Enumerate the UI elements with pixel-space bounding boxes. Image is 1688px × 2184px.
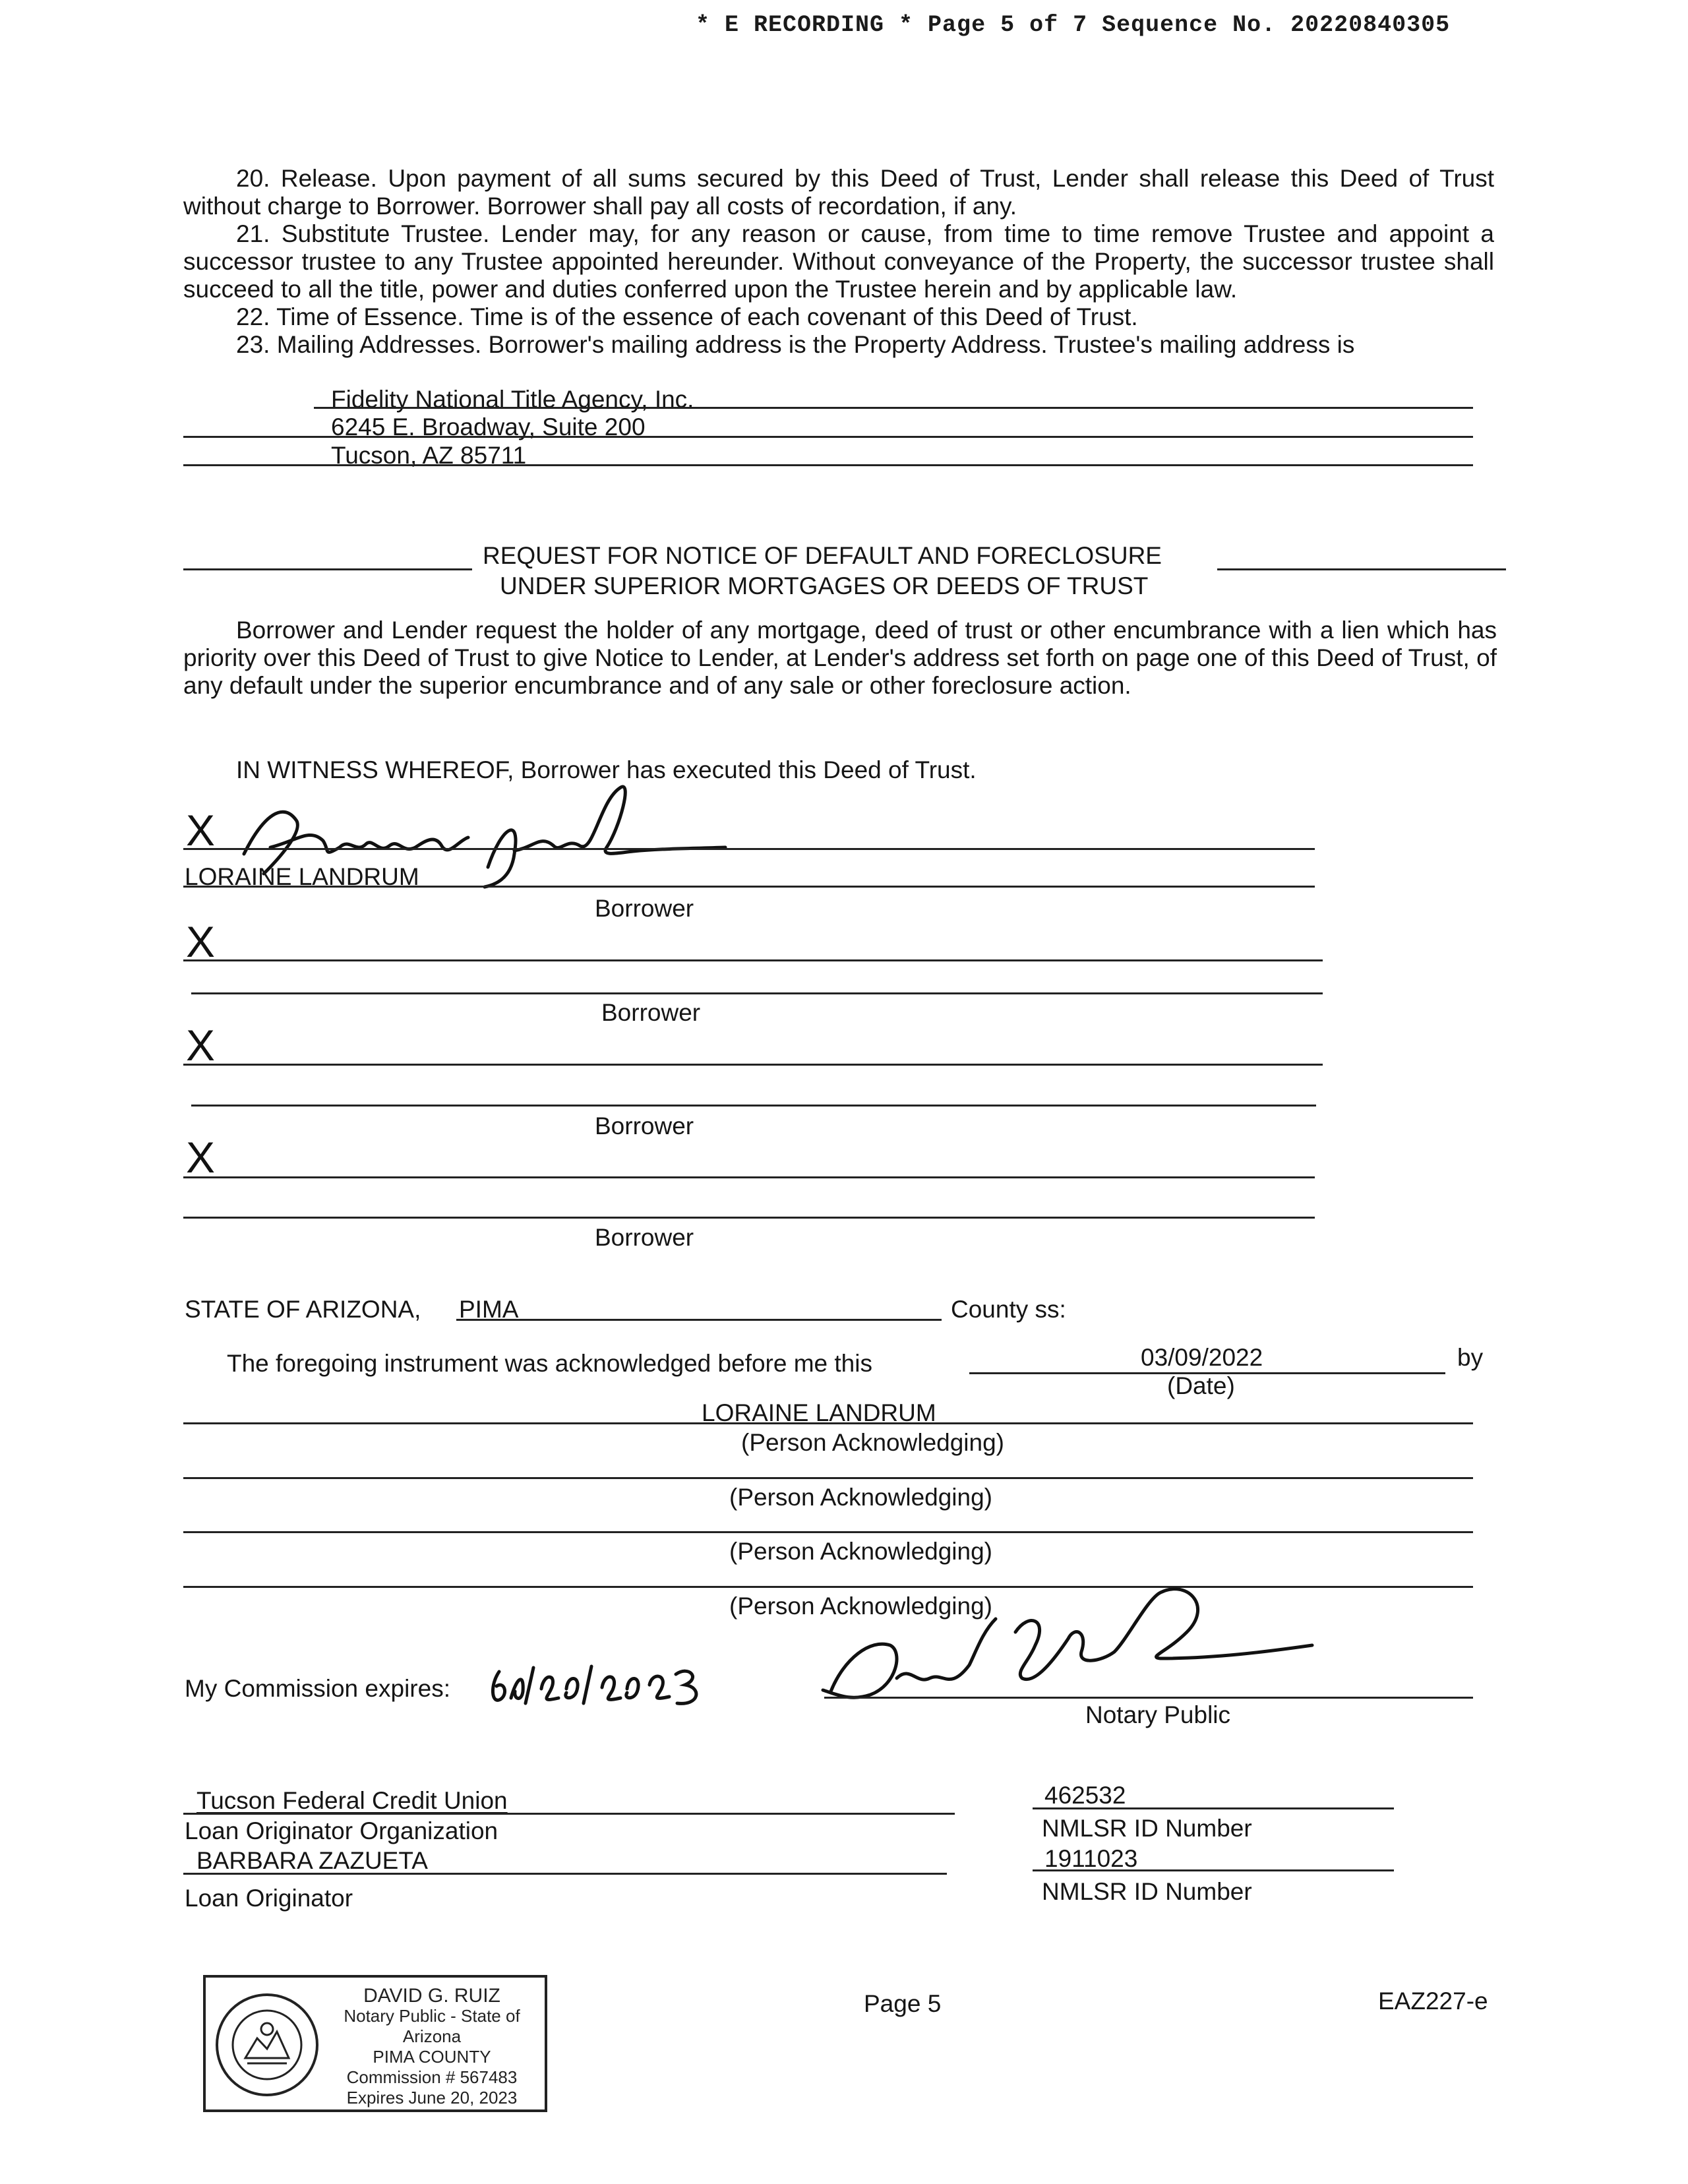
- request-heading-line2: UNDER SUPERIOR MORTGAGES OR DEEDS OF TRUST: [500, 572, 1149, 599]
- org-nmlsr-value: 462532: [1044, 1782, 1126, 1809]
- clauses-block: [183, 165, 1494, 359]
- org-nmlsr-line: [1033, 1807, 1394, 1809]
- ack-person-caption-4: (Person Acknowledging): [729, 1592, 992, 1620]
- commission-label: My Commission expires:: [185, 1675, 450, 1702]
- borrower-signature-line-4: [183, 1176, 1315, 1178]
- loan-org-line: [183, 1813, 955, 1815]
- heading-rule-right: [1217, 568, 1506, 570]
- ack-person-name: LORAINE LANDRUM: [702, 1399, 936, 1426]
- borrower-caption-1: Borrower: [595, 895, 694, 922]
- county-value: PIMA: [459, 1296, 519, 1323]
- notary-stamp-text: [323, 1986, 541, 2108]
- notary-public-label: Notary Public: [1085, 1701, 1231, 1728]
- trustee-address-line1: Fidelity National Title Agency, Inc.: [331, 386, 694, 413]
- clause-23: 23. Mailing Addresses. Borrower's mailing address is the Property Address. Trustee's mailing address is: [236, 331, 1355, 358]
- clause-22: 22. Time of Essence. Time is of the essence of each covenant of this Deed of Trust.: [236, 303, 1138, 330]
- ack-person-line-2: [183, 1477, 1473, 1479]
- borrower-signature-line-1: [183, 848, 1315, 850]
- signature-x-mark-1: X: [186, 806, 216, 855]
- signature-x-mark-2: X: [186, 917, 216, 966]
- page-number: Page 5: [864, 1990, 942, 2017]
- notary-stamp: [203, 1975, 547, 2112]
- notary-stamp-county: PIMA COUNTY: [373, 2047, 491, 2067]
- ack-person-caption-1: (Person Acknowledging): [741, 1429, 1004, 1456]
- borrower-name: LORAINE LANDRUM: [185, 863, 419, 890]
- county-label: County ss:: [951, 1296, 1066, 1323]
- trustee-address-underline-1: [314, 407, 1473, 409]
- borrower-name-line-2: [191, 992, 1323, 994]
- foregoing-text: The foregoing instrument was acknowledged before me this: [227, 1350, 872, 1377]
- borrower-signature-line-3: [183, 1064, 1323, 1066]
- loan-originator-value: BARBARA ZAZUETA: [196, 1847, 428, 1874]
- trustee-address-underline-2: [183, 436, 1473, 438]
- notary-stamp-expires: Expires June 20, 2023: [346, 2088, 518, 2108]
- notary-signature: [818, 1579, 1319, 1724]
- heading-rule-left: [183, 568, 472, 570]
- ack-person-line-3: [183, 1531, 1473, 1533]
- originator-nmlsr-line: [1033, 1869, 1394, 1871]
- borrower-signature-line-2: [183, 959, 1323, 961]
- loan-originator-line: [183, 1873, 947, 1875]
- county-line: [456, 1319, 942, 1321]
- org-nmlsr-label: NMLSR ID Number: [1042, 1815, 1252, 1842]
- trustee-address-line2: 6245 E. Broadway, Suite 200: [331, 413, 646, 440]
- trustee-address-line3: Tucson, AZ 85711: [331, 442, 527, 469]
- request-heading-line1: REQUEST FOR NOTICE OF DEFAULT AND FORECLOSURE: [483, 542, 1162, 569]
- trustee-address-underline-3: [183, 464, 1473, 466]
- ack-date-caption: (Date): [1167, 1372, 1235, 1399]
- ack-person-line-1: [183, 1422, 1473, 1424]
- borrower-caption-4: Borrower: [595, 1224, 694, 1251]
- originator-nmlsr-label: NMLSR ID Number: [1042, 1878, 1252, 1905]
- notary-signature-line: [824, 1697, 1473, 1699]
- borrower-caption-3: Borrower: [595, 1112, 694, 1139]
- state-seal-icon: [211, 1986, 323, 2104]
- ack-by: by: [1457, 1344, 1484, 1371]
- signature-x-mark-4: X: [186, 1133, 216, 1182]
- loan-org-value: Tucson Federal Credit Union: [196, 1787, 508, 1814]
- request-body: Borrower and Lender request the holder of any mortgage, deed of trust or other encumbrance with a lien which has priority over this Deed of Trust to give Notice to Lender, at Lender's address set forth on page one of this Deed of Trust, of any default under the superior encumbrance and of any sale or other foreclosure action.: [183, 617, 1497, 699]
- ack-person-caption-2: (Person Acknowledging): [729, 1484, 992, 1511]
- clause-20: 20. Release. Upon payment of all sums secured by this Deed of Trust, Lender shall release this Deed of Trust without charge to Borrower. Borrower shall pay all costs of recordation, if any.: [183, 165, 1494, 220]
- borrower-caption-2: Borrower: [601, 999, 701, 1026]
- signature-x-mark-3: X: [186, 1021, 216, 1070]
- notary-stamp-commission: Commission # 567483: [346, 2067, 518, 2087]
- loan-org-label: Loan Originator Organization: [185, 1817, 498, 1844]
- form-code: EAZ227-e: [1378, 1987, 1488, 2015]
- state-label: STATE OF ARIZONA,: [185, 1296, 421, 1323]
- borrower-name-line-1: [183, 886, 1315, 888]
- ack-person-caption-3: (Person Acknowledging): [729, 1538, 992, 1565]
- loan-originator-label: Loan Originator: [185, 1885, 353, 1912]
- clause-21: 21. Substitute Trustee. Lender may, for any reason or cause, from time to time remove Trustee and appoint a successor trustee to any Trustee appointed hereunder. Without conveyance of the Property, the successor trustee shall succeed to all the title, power and duties conferred upon the Trustee herein and by applicable law.: [183, 220, 1494, 303]
- borrower-name-line-4: [183, 1217, 1315, 1219]
- commission-handwritten-date: [485, 1652, 709, 1711]
- witness-statement: IN WITNESS WHEREOF, Borrower has executed this Deed of Trust.: [236, 756, 977, 783]
- notary-stamp-name: DAVID G. RUIZ: [363, 1985, 500, 2007]
- recording-header: * E RECORDING * Page 5 of 7 Sequence No. 20220840305: [696, 12, 1451, 38]
- notary-stamp-title: Notary Public - State of Arizona: [344, 2006, 520, 2046]
- ack-date: 03/09/2022: [1141, 1344, 1263, 1371]
- originator-nmlsr-value: 1911023: [1044, 1845, 1138, 1872]
- borrower-name-line-3: [191, 1105, 1316, 1107]
